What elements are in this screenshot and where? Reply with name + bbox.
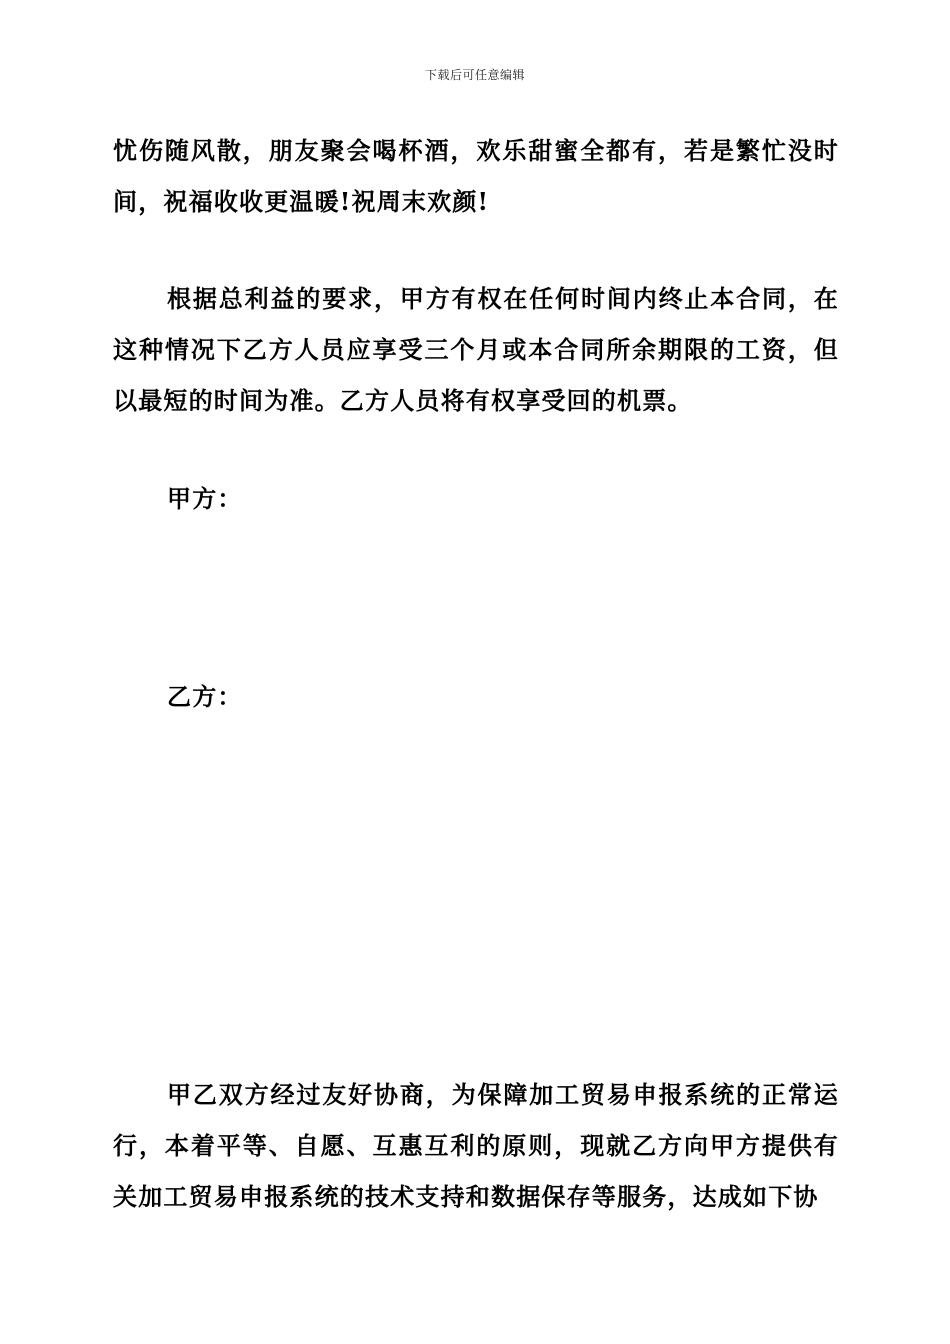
paragraph-agreement-intro: 甲乙双方经过友好协商，为保障加工贸易申报系统的正常运行，本着平等、自愿、互惠互利的原则，现就乙方向甲方提供有关加工贸易申报系统的技术支持和数据保存等服务，达成如下协 [113,1080,839,1211]
party-b-label: 乙方： [167,682,243,711]
party-a-label: 甲方： [167,484,243,513]
page-header-note: 下载后可任意编辑 [424,68,525,82]
paragraph-termination-clause: 根据总利益的要求，甲方有权在任何时间内终止本合同，在这种情况下乙方人员应享受三个月或本合同所余期限的工资，但以最短的时间为准。乙方人员将有权享受回的机票。 [113,284,839,415]
paragraph-greeting: 忧伤随风散，朋友聚会喝杯酒，欢乐甜蜜全都有，若是繁忙没时间，祝福收收更温暖!祝周末欢颜! [113,136,839,216]
